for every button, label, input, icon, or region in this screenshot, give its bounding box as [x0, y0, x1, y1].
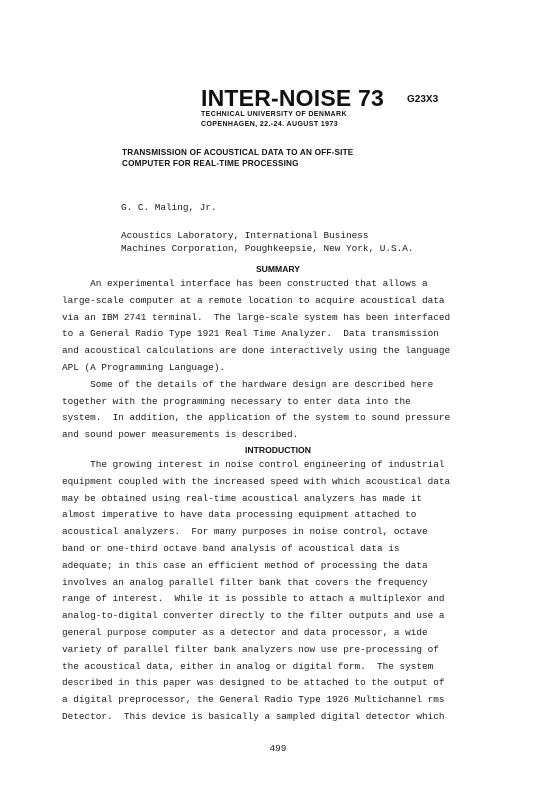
introduction-text-line: involves an analog parallel filter bank that covers the frequency [62, 576, 428, 588]
conference-host: TECHNICAL UNIVERSITY OF DENMARK [201, 111, 347, 118]
summary-text-line: Some of the details of the hardware design are described here [62, 378, 434, 390]
introduction-text-line: general purpose computer as a detector and data processor, a wide [62, 626, 428, 638]
summary-text-line: An experimental interface has been constructed that allows a [62, 278, 428, 289]
introduction-text-line: variety of parallel filter bank analyzers now use pre-processing of [62, 643, 439, 655]
summary-text-line: APL (A Programming Language). [62, 361, 226, 373]
summary-text-line: together with the programming necessary to enter data into the [62, 395, 411, 407]
summary-text-line: system. In addition, the application of the system to sound pressure [62, 412, 451, 424]
conference-location-date: COPENHAGEN, 22.-24. AUGUST 1973 [201, 121, 339, 128]
introduction-heading: INTRODUCTION [245, 445, 311, 455]
page-number: 499 [269, 743, 287, 754]
introduction-text-line: described in this paper was designed to be attached to the output of [62, 677, 445, 689]
introduction-text-line: The growing interest in noise control engineering of industrial [62, 459, 445, 470]
introduction-text-line: a digital preprocessor, the General Radio Type 1926 Multichannel rms [62, 694, 445, 706]
paper-title-line-2: COMPUTER FOR REAL-TIME PROCESSING [122, 159, 299, 168]
summary-body [62, 276, 496, 444]
author: G. C. Maling, Jr. [121, 202, 217, 213]
paper-code: G23X3 [407, 94, 439, 105]
introduction-body [62, 457, 496, 726]
introduction-text-line: equipment coupled with the increased speed with which acoustical data [62, 475, 451, 487]
introduction-text-line: Detector. This device is basically a sampled digital detector which [62, 710, 445, 722]
conference-title: INTER-NOISE 73 [201, 85, 385, 111]
paper-title-line-1: TRANSMISSION OF ACOUSTICAL DATA TO AN OFF-SITE [122, 148, 354, 157]
affiliation-line-1: Acoustics Laboratory, International Business [121, 230, 369, 241]
introduction-text-line: range of interest. While it is possible to attach a multiplexor and [62, 593, 445, 605]
summary-text-line: via an IBM 2741 terminal. The large-scale system has been interfaced [62, 311, 451, 323]
introduction-text-line: analog-to-digital converter directly to the filter outputs and use a [62, 610, 445, 622]
summary-heading: SUMMARY [255, 264, 301, 274]
summary-text-line: large-scale computer at a remote location to acquire acoustical data [62, 294, 445, 306]
summary-text-line: to a General Radio Type 1921 Real Time Analyzer. Data transmission [62, 328, 439, 340]
affiliation-line-2: Machines Corporation, Poughkeepsie, New York, U.S.A. [121, 243, 414, 254]
introduction-text-line: acoustical analyzers. For many purposes in noise control, octave [62, 526, 428, 538]
introduction-text-line: band or one-third octave band analysis of acoustical data is [62, 542, 400, 554]
summary-text-line: and sound power measurements is described. [62, 429, 299, 441]
introduction-text-line: adequate; in this case an efficient method of processing the data [62, 559, 428, 571]
introduction-text-line: the acoustical data, either in analog or digital form. The system [62, 660, 434, 672]
introduction-text-line: almost imperative to have data processing equipment attached to [62, 509, 417, 521]
introduction-text-line: may be obtained using real-time acoustical analyzers has made it [62, 492, 423, 504]
summary-text-line: and acoustical calculations are done interactively using the language [62, 345, 451, 357]
